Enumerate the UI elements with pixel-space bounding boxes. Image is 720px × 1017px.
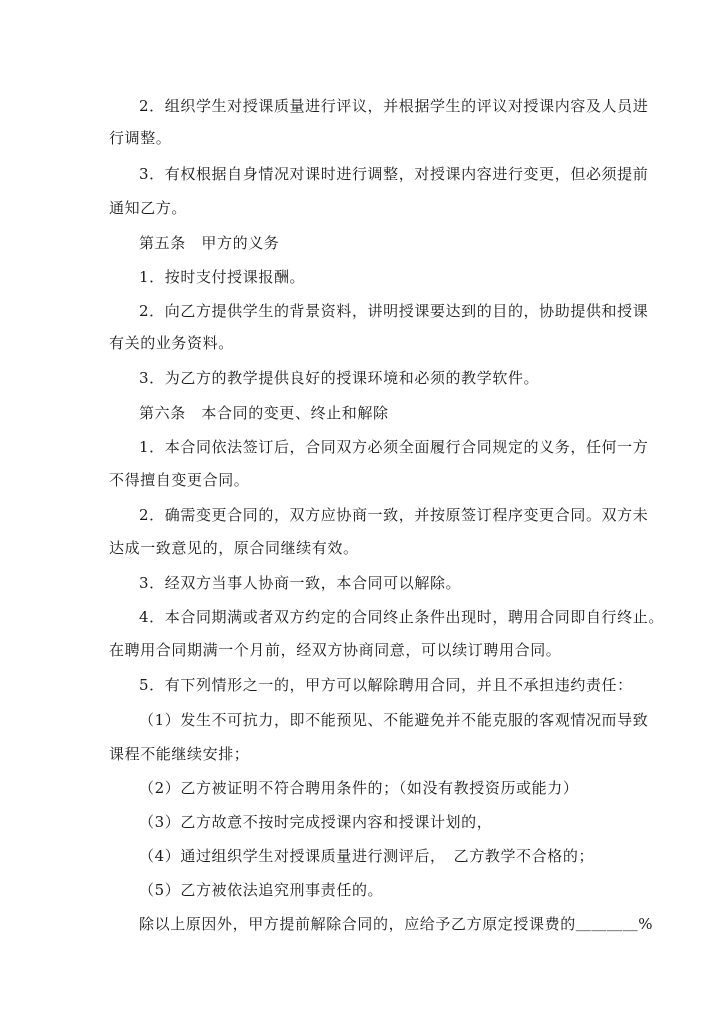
text-line: 有关的业务资料。 [109,334,234,352]
text-line: 达成一致意见的，原合同继续有效。 [109,539,359,557]
text-line: 2．确需变更合同的，双方应协商一致，并按原签订程序变更合同。双方未 [139,506,649,524]
text-line: （5）乙方被依法追究刑事责任的。 [139,881,384,899]
text-line: 行调整。 [109,129,172,147]
text-line: 不得擅自变更合同。 [109,471,250,489]
text-line: （1）发生不可抗力，即不能预见、不能避免并不能克服的客观情况而导致 [139,711,649,729]
text-line: 4．本合同期满或者双方约定的合同终止条件出现时，聘用合同即自行终止。 [139,608,664,626]
text-line: 1．按时支付授课报酬。 [139,268,306,286]
text-line: 通知乙方。 [109,199,188,217]
text-line: （2）乙方被证明不符合聘用条件的；（如没有教授资历或能力） [139,779,579,797]
section-heading: 第五条 甲方的义务 [139,234,280,252]
text-line: 3．为乙方的教学提供良好的授课环境和必须的教学软件。 [139,369,540,387]
text-line: 2．向乙方提供学生的背景资料，讲明授课要达到的目的，协助提供和授课 [139,302,649,320]
text-line: （3）乙方故意不按时完成授课内容和授课计划的， [139,813,493,831]
text-line: 3．经双方当事人协商一致，本合同可以解除。 [139,574,462,592]
text-line: 5．有下列情形之一的，甲方可以解除聘用合同，并且不承担违约责任： [139,676,633,694]
text-line: 2．组织学生对授课质量进行评议，并根据学生的评议对授课内容及人员进 [139,97,649,115]
text-line: 除以上原因外，甲方提前解除合同的，应给予乙方原定授课费的＿＿＿＿% [139,915,654,933]
text-line: 3．有权根据自身情况对课时进行调整，对授课内容进行变更，但必须提前 [139,165,649,183]
text-line: 课程不能继续安排； [109,745,250,763]
section-heading: 第六条 本合同的变更、终止和解除 [139,404,389,422]
text-line: （4）通过组织学生对授课质量进行测评后， 乙方教学不合格的； [139,847,595,865]
text-line: 在聘用合同期满一个月前，经双方协商同意，可以续订聘用合同。 [109,641,562,659]
text-line: 1．本合同依法签订后，合同双方必须全面履行合同规定的义务，任何一方 [139,438,649,456]
